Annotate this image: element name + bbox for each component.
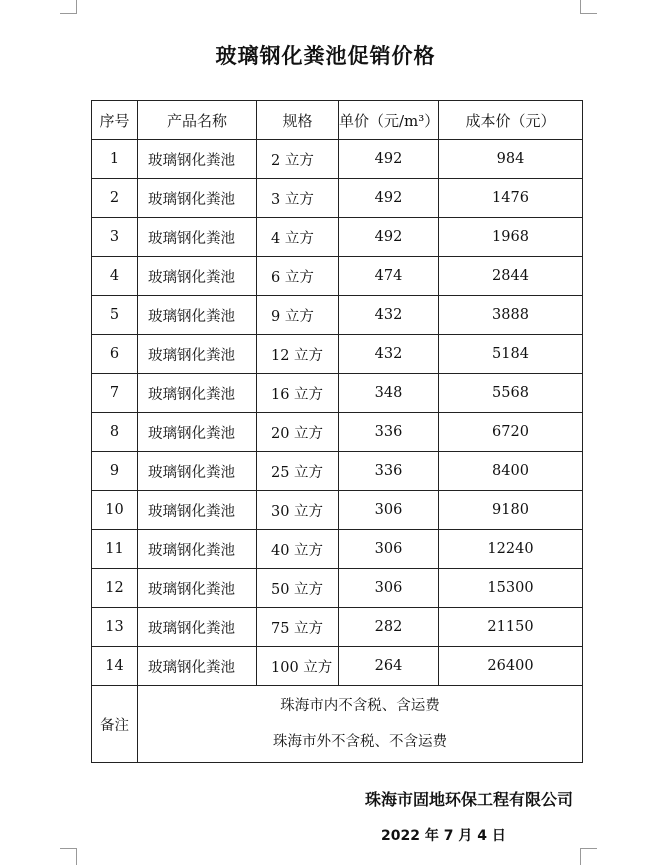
cell-spec: 3 立方 bbox=[257, 179, 339, 218]
cell-spec: 12 立方 bbox=[257, 335, 339, 374]
cell-spec: 40 立方 bbox=[257, 530, 339, 569]
cell-seq: 11 bbox=[92, 530, 138, 569]
note-line-1: 珠海市内不含税、含运费 bbox=[280, 698, 440, 714]
cell-name: 玻璃钢化粪池 bbox=[138, 374, 257, 413]
cell-cost: 5184 bbox=[439, 335, 583, 374]
cell-cost: 1476 bbox=[439, 179, 583, 218]
cell-spec: 4 立方 bbox=[257, 218, 339, 257]
cell-unit-price: 306 bbox=[339, 530, 439, 569]
notes-label: 备注 bbox=[92, 686, 138, 763]
table-row bbox=[92, 491, 583, 530]
cell-spec: 30 立方 bbox=[257, 491, 339, 530]
cell-unit-price: 348 bbox=[339, 374, 439, 413]
cell-cost: 3888 bbox=[439, 296, 583, 335]
cell-cost: 21150 bbox=[439, 608, 583, 647]
cell-spec: 75 立方 bbox=[257, 608, 339, 647]
cell-unit-price: 336 bbox=[339, 452, 439, 491]
cell-unit-price: 282 bbox=[339, 608, 439, 647]
notes-cell bbox=[138, 686, 583, 763]
cell-seq: 13 bbox=[92, 608, 138, 647]
cell-seq: 12 bbox=[92, 569, 138, 608]
cell-seq: 8 bbox=[92, 413, 138, 452]
notes-row bbox=[92, 686, 583, 763]
cell-unit-price: 492 bbox=[339, 179, 439, 218]
table-row bbox=[92, 413, 583, 452]
cell-unit-price: 492 bbox=[339, 140, 439, 179]
cell-cost: 9180 bbox=[439, 491, 583, 530]
crop-mark-bottom-right bbox=[580, 848, 597, 865]
table-row bbox=[92, 452, 583, 491]
header-cost: 成本价（元） bbox=[439, 101, 583, 140]
cell-seq: 2 bbox=[92, 179, 138, 218]
cell-cost: 5568 bbox=[439, 374, 583, 413]
cell-cost: 15300 bbox=[439, 569, 583, 608]
cell-name: 玻璃钢化粪池 bbox=[138, 608, 257, 647]
cell-name: 玻璃钢化粪池 bbox=[138, 296, 257, 335]
cell-seq: 9 bbox=[92, 452, 138, 491]
cell-seq: 14 bbox=[92, 647, 138, 686]
document-title: 玻璃钢化粪池促销价格 bbox=[215, 44, 436, 68]
cell-unit-price: 432 bbox=[339, 335, 439, 374]
cell-seq: 4 bbox=[92, 257, 138, 296]
header-name: 产品名称 bbox=[138, 101, 257, 140]
cell-seq: 7 bbox=[92, 374, 138, 413]
cell-spec: 2 立方 bbox=[257, 140, 339, 179]
cell-name: 玻璃钢化粪池 bbox=[138, 491, 257, 530]
table-row bbox=[92, 335, 583, 374]
cell-cost: 2844 bbox=[439, 257, 583, 296]
table-row bbox=[92, 530, 583, 569]
cell-name: 玻璃钢化粪池 bbox=[138, 530, 257, 569]
cell-cost: 26400 bbox=[439, 647, 583, 686]
cell-name: 玻璃钢化粪池 bbox=[138, 413, 257, 452]
cell-spec: 50 立方 bbox=[257, 569, 339, 608]
table-row bbox=[92, 647, 583, 686]
cell-spec: 25 立方 bbox=[257, 452, 339, 491]
header-seq: 序号 bbox=[92, 101, 138, 140]
cell-seq: 5 bbox=[92, 296, 138, 335]
cell-unit-price: 306 bbox=[339, 569, 439, 608]
cell-seq: 1 bbox=[92, 140, 138, 179]
cell-unit-price: 336 bbox=[339, 413, 439, 452]
header-unit-price: 单价（元/m³） bbox=[339, 101, 439, 140]
table-row bbox=[92, 569, 583, 608]
cell-name: 玻璃钢化粪池 bbox=[138, 179, 257, 218]
table-row bbox=[92, 140, 583, 179]
table-row bbox=[92, 374, 583, 413]
cell-name: 玻璃钢化粪池 bbox=[138, 257, 257, 296]
cell-seq: 6 bbox=[92, 335, 138, 374]
cell-cost: 8400 bbox=[439, 452, 583, 491]
table-header-row bbox=[92, 101, 583, 140]
crop-mark-top-right bbox=[580, 0, 597, 14]
cell-unit-price: 264 bbox=[339, 647, 439, 686]
cell-cost: 6720 bbox=[439, 413, 583, 452]
cell-name: 玻璃钢化粪池 bbox=[138, 647, 257, 686]
cell-spec: 20 立方 bbox=[257, 413, 339, 452]
cell-seq: 3 bbox=[92, 218, 138, 257]
price-table bbox=[91, 100, 583, 763]
table-row bbox=[92, 257, 583, 296]
company-name: 珠海市固地环保工程有限公司 bbox=[364, 790, 573, 809]
crop-mark-bottom-left bbox=[60, 848, 77, 865]
document-date: 2022 年 7 月 4 日 bbox=[381, 828, 506, 844]
cell-spec: 6 立方 bbox=[257, 257, 339, 296]
cell-spec: 16 立方 bbox=[257, 374, 339, 413]
cell-unit-price: 492 bbox=[339, 218, 439, 257]
note-line-2: 珠海市外不含税、不含运费 bbox=[273, 734, 447, 750]
cell-spec: 9 立方 bbox=[257, 296, 339, 335]
cell-spec: 100 立方 bbox=[257, 647, 339, 686]
cell-name: 玻璃钢化粪池 bbox=[138, 140, 257, 179]
table-row bbox=[92, 296, 583, 335]
cell-unit-price: 474 bbox=[339, 257, 439, 296]
cell-seq: 10 bbox=[92, 491, 138, 530]
cell-name: 玻璃钢化粪池 bbox=[138, 569, 257, 608]
cell-name: 玻璃钢化粪池 bbox=[138, 335, 257, 374]
cell-cost: 984 bbox=[439, 140, 583, 179]
header-spec: 规格 bbox=[257, 101, 339, 140]
cell-unit-price: 432 bbox=[339, 296, 439, 335]
crop-mark-top-left bbox=[60, 0, 77, 14]
cell-name: 玻璃钢化粪池 bbox=[138, 218, 257, 257]
cell-name: 玻璃钢化粪池 bbox=[138, 452, 257, 491]
cell-cost: 12240 bbox=[439, 530, 583, 569]
cell-cost: 1968 bbox=[439, 218, 583, 257]
table-row bbox=[92, 179, 583, 218]
cell-unit-price: 306 bbox=[339, 491, 439, 530]
table-row bbox=[92, 608, 583, 647]
table-row bbox=[92, 218, 583, 257]
